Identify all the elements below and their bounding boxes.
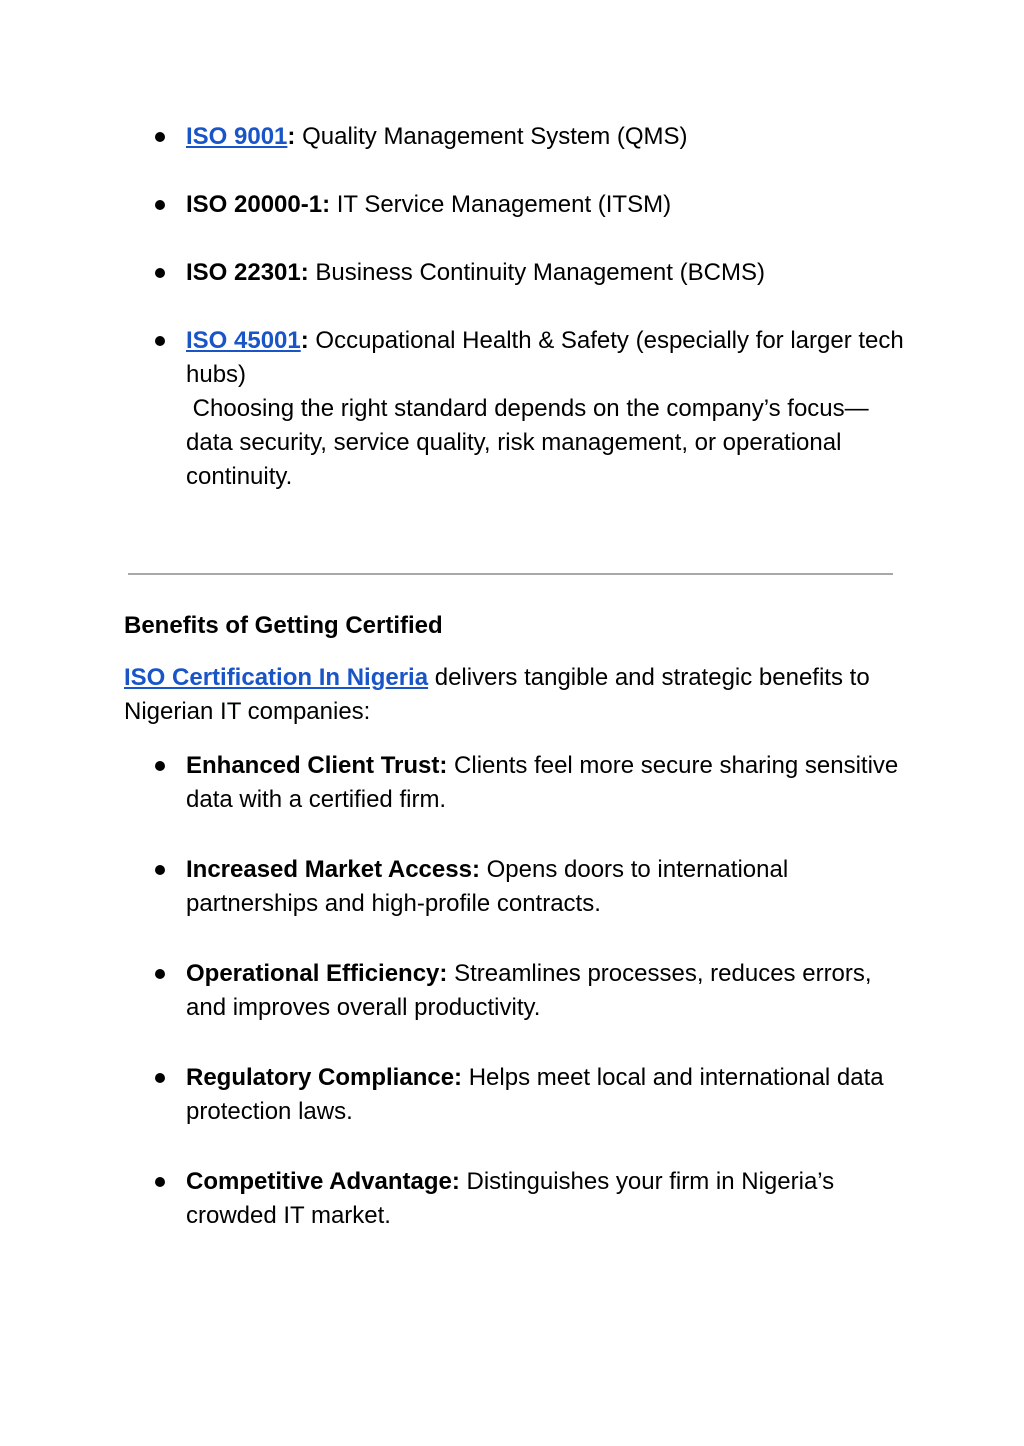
list-item [186,853,906,921]
intro-text: delivers tangible and strategic benefits to Nigerian IT companies: [124,664,870,725]
bullet-icon [155,1177,165,1187]
list-item [186,256,906,290]
section-divider [128,573,893,575]
bullet-icon [155,761,165,771]
benefit-term: Increased Market Access: [186,856,480,883]
benefit-description: Clients feel more secure sharing sensitive data with a certified firm. [186,752,899,813]
benefit-description: Distinguishes your firm in Nigeria’s crowded IT market. [186,1168,835,1229]
bullet-icon [155,969,165,979]
section-heading: Benefits of Getting Certified [124,612,443,639]
standard-description: IT Service Management (ITSM) [330,191,672,218]
list-item [186,120,906,154]
benefit-term: Regulatory Compliance: [186,1064,463,1091]
benefit-term: Enhanced Client Trust: [186,752,448,779]
iso-certification-nigeria-link[interactable]: ISO Certification In Nigeria [124,664,429,691]
bullet-icon [155,132,165,142]
benefit-description: Helps meet local and international data protection laws. [186,1064,884,1125]
benefit-description: Opens doors to international partnerships and high-profile contracts. [186,856,789,917]
list-item [186,324,906,494]
separator: : [300,327,309,354]
bullet-icon [155,336,165,346]
standard-description: Quality Management System (QMS) [295,123,688,150]
standard-choice-note-text: Choosing the right standard depends on the company’s focus—data security, service quality, risk management, or operational continuity. [186,395,869,490]
iso-standards-list [186,120,906,528]
bullet-icon [155,1073,165,1083]
iso-9001-link[interactable]: ISO 9001 [186,123,288,150]
benefit-term: Competitive Advantage: [186,1168,460,1195]
bullet-icon [155,268,165,278]
iso-45001-link[interactable]: ISO 45001 [186,327,301,354]
benefit-term: Operational Efficiency: [186,960,448,987]
list-item [186,957,906,1025]
benefits-list [186,749,906,1269]
intro-paragraph [124,661,904,729]
list-item [186,1165,906,1233]
list-item [186,749,906,817]
standard-description: Occupational Health & Safety (especially for larger tech hubs) [186,327,904,388]
standard-code: ISO 20000-1: [186,191,331,218]
separator: : [287,123,296,150]
benefit-description: Streamlines processes, reduces errors, and improves overall productivity. [186,960,872,1021]
standard-description: Business Continuity Management (BCMS) [308,259,765,286]
bullet-icon [155,865,165,875]
standard-code: ISO 22301: [186,259,309,286]
list-item [186,1061,906,1129]
list-item [186,188,906,222]
bullet-icon [155,200,165,210]
standard-choice-note [186,392,906,494]
